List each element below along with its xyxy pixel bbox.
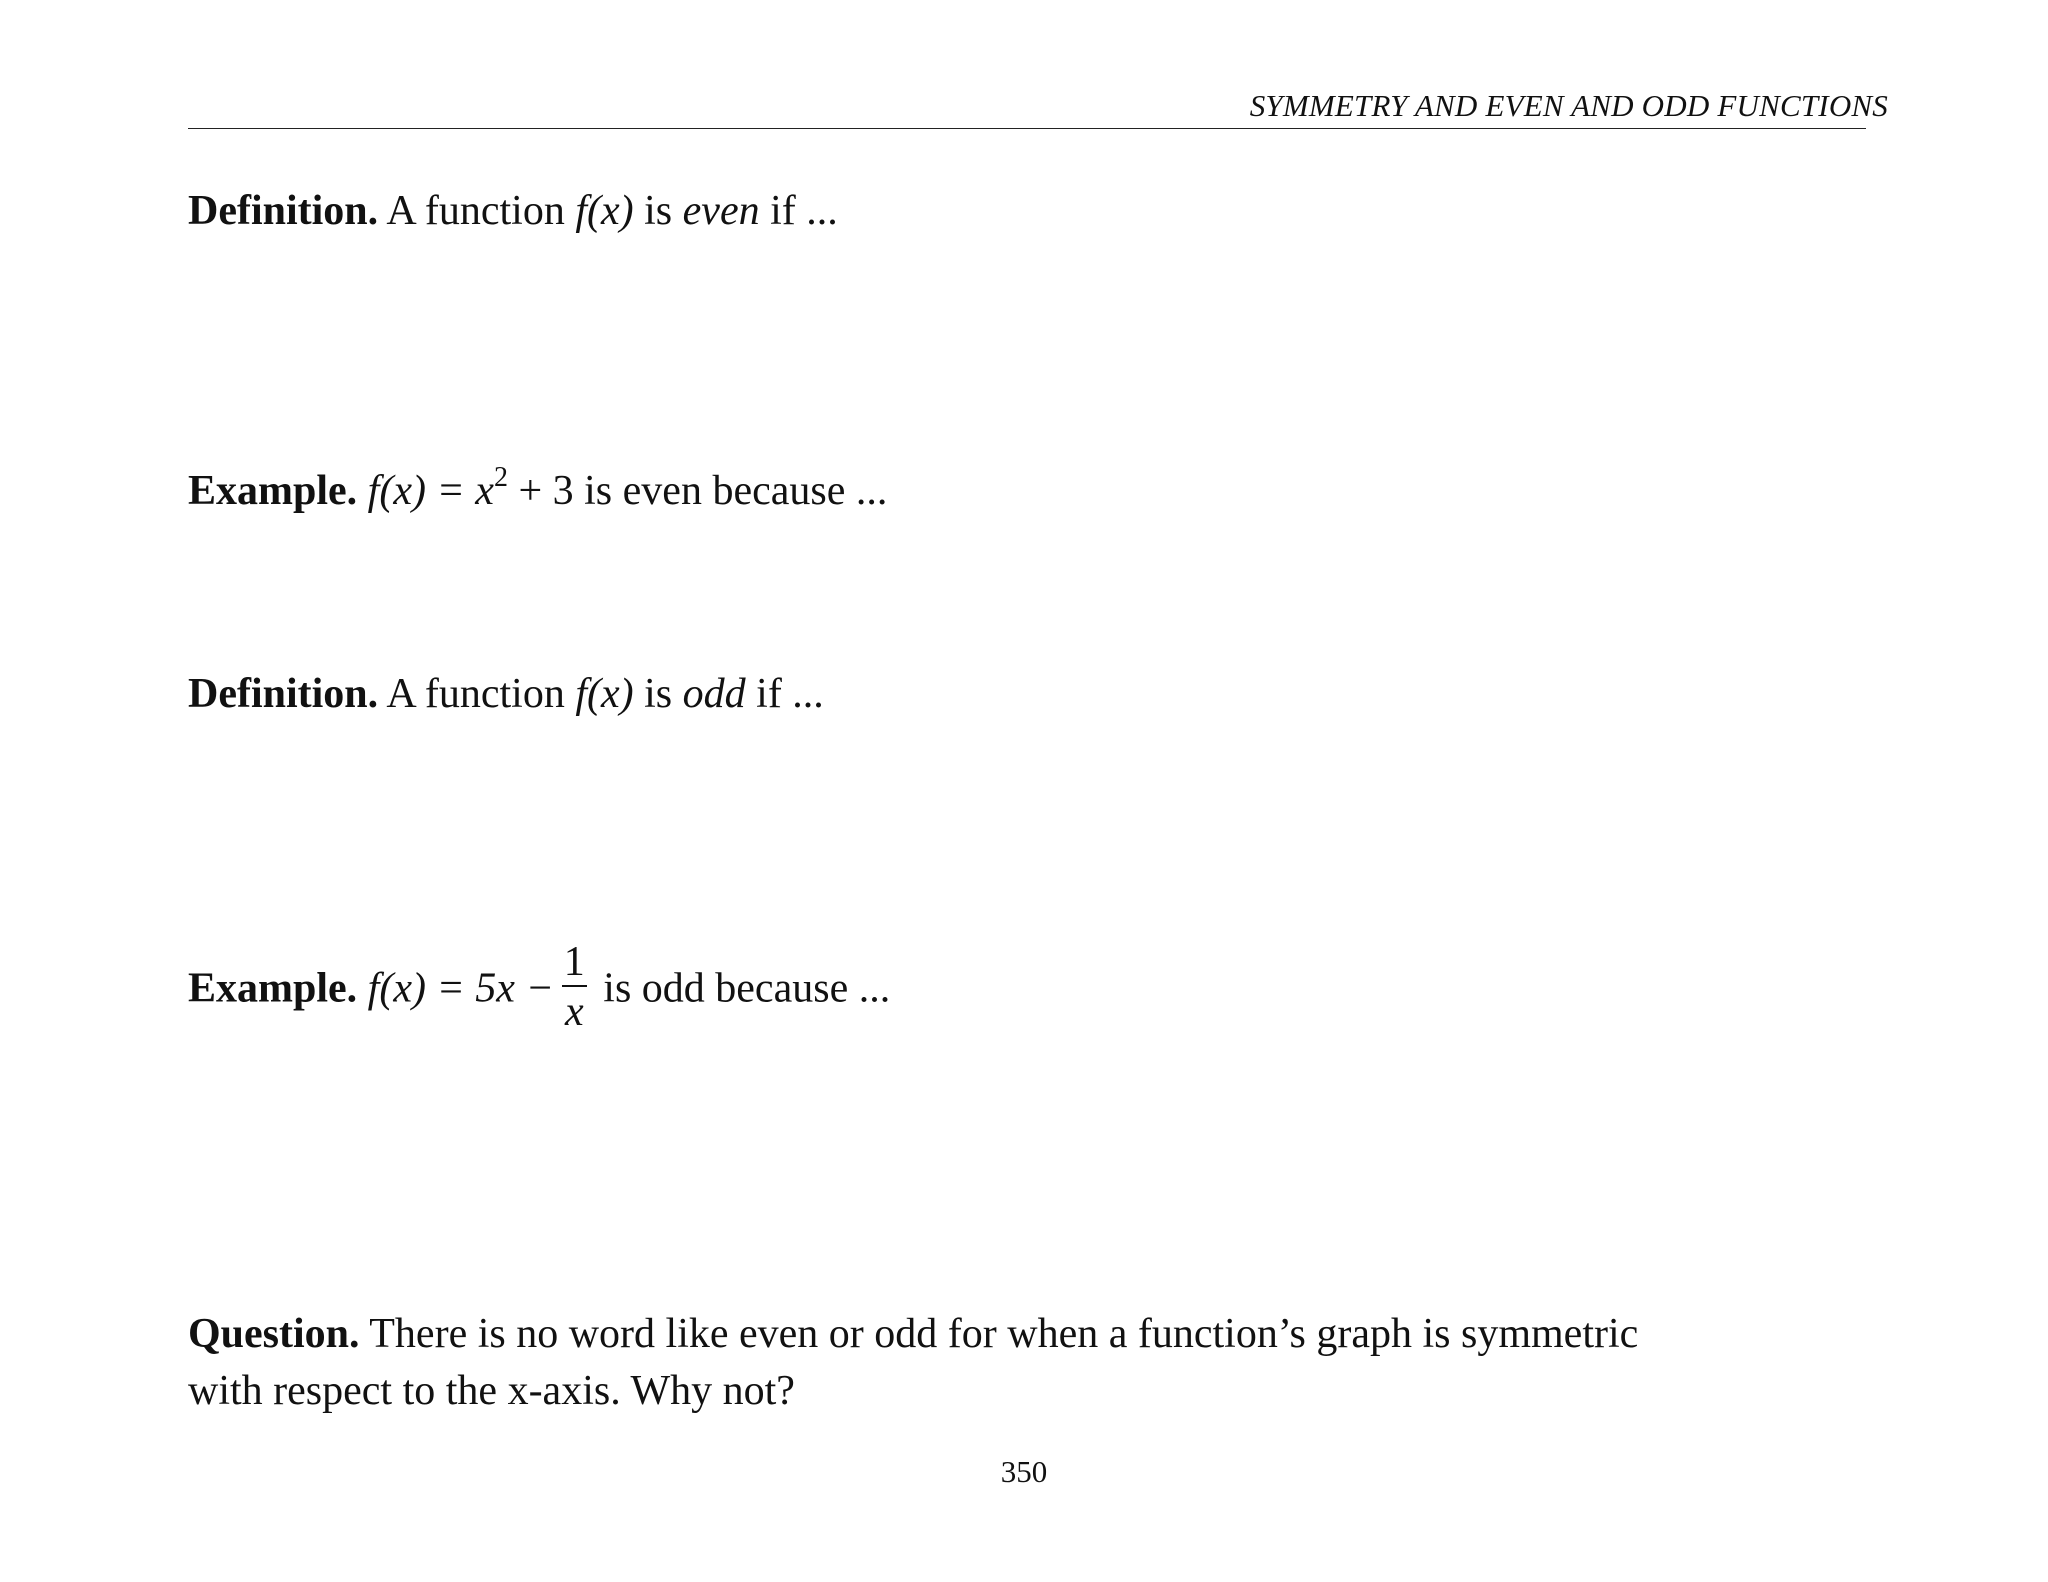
question xyxy=(188,1306,1866,1420)
fraction-bar xyxy=(562,985,587,987)
example-odd-text-after: is odd because ... xyxy=(603,965,891,1012)
question-label: Question. xyxy=(188,1311,360,1357)
fraction-numerator: 1 xyxy=(563,939,585,985)
definition-even-label: Definition. xyxy=(188,188,379,234)
example-even-text-after: is even because ... xyxy=(584,468,888,514)
example-odd xyxy=(188,939,891,1038)
example-even-label: Example. xyxy=(188,468,358,514)
definition-even-text-before: A function xyxy=(386,188,565,234)
definition-even-function: f(x) xyxy=(575,188,634,234)
definition-odd-is: is xyxy=(644,671,673,717)
fraction-denominator: x xyxy=(564,989,584,1035)
definition-odd-label: Definition. xyxy=(188,671,379,717)
definition-even-is: is xyxy=(644,188,673,234)
example-odd-fraction xyxy=(562,941,587,1033)
definition-odd-text-after: if ... xyxy=(756,671,824,717)
definition-even xyxy=(188,183,838,239)
question-line-1: Question. There is no word like even or odd for when a function’s graph is symmetric xyxy=(188,1311,1639,1357)
page-number: 350 xyxy=(1000,1454,1048,1489)
example-odd-label: Example. xyxy=(188,965,358,1012)
definition-odd-text-before: A function xyxy=(386,671,565,717)
example-even-formula: $f(x) = x^2 + 3$ xyxy=(367,462,574,514)
example-odd-formula: f(x) = 5x − xyxy=(367,965,554,1012)
question-line-2: with respect to the x-axis. Why not? xyxy=(188,1368,795,1414)
example-even xyxy=(188,463,887,519)
definition-even-term: even xyxy=(682,188,760,234)
example-even-exponent: 2 xyxy=(493,462,508,493)
running-header: SYMMETRY AND EVEN AND ODD FUNCTIONS xyxy=(1249,88,1888,123)
definition-odd-function: f(x) xyxy=(575,671,634,717)
header-rule xyxy=(188,128,1866,129)
definition-odd xyxy=(188,666,824,722)
definition-odd-term: odd xyxy=(682,671,746,717)
definition-even-text-after: if ... xyxy=(770,188,838,234)
